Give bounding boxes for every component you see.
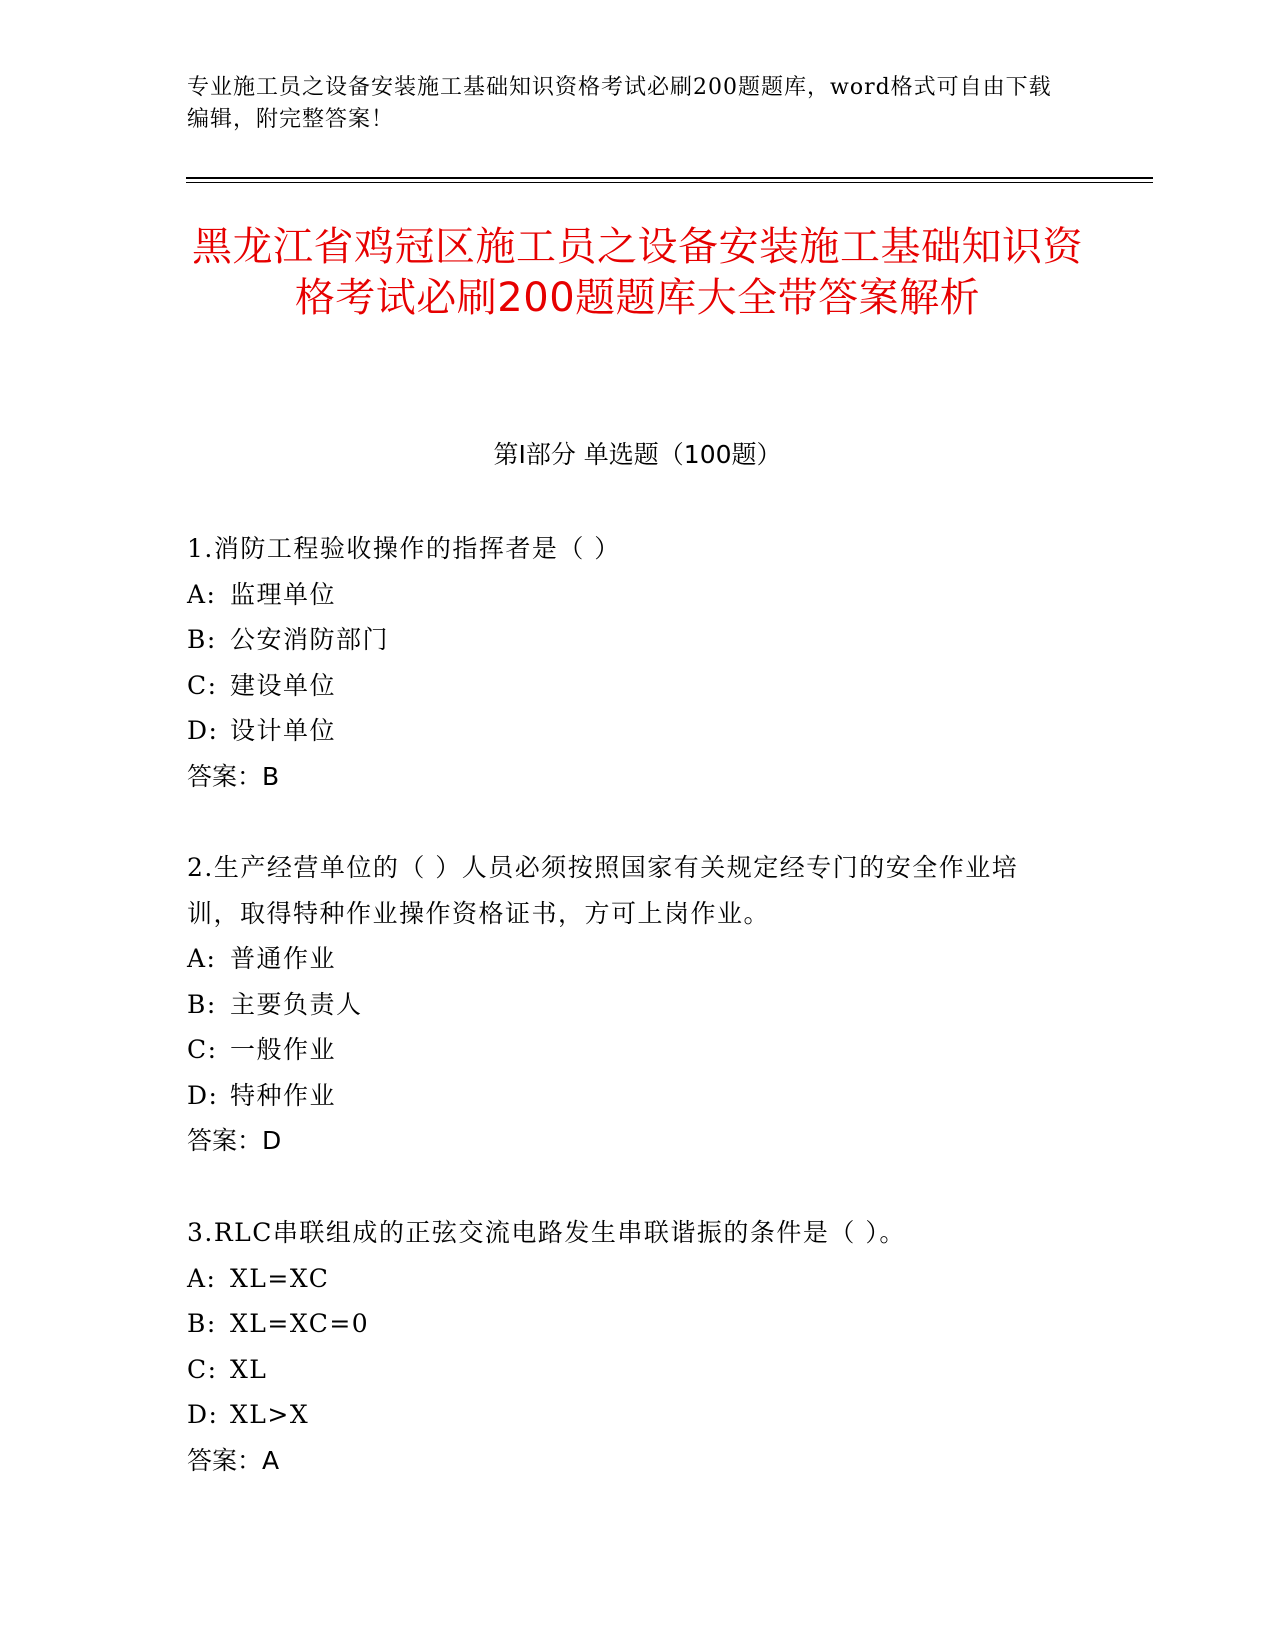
option-letter: D: [187,1400,219,1429]
option-b [187,617,1067,663]
answer-value: A [262,1445,280,1475]
option-a [187,1256,1067,1302]
answer-label: 答案： [187,761,263,791]
option-text: XL=XC [230,1263,330,1293]
option-text: 一般作业 [230,1035,337,1064]
answer-value: B [262,761,280,791]
option-c [187,663,1067,709]
option-b [187,982,1067,1028]
option-text: 特种作业 [230,1080,337,1110]
header-divider-thick [186,177,1153,179]
answer-label: 答案： [187,1445,263,1475]
option-letter: B: [187,989,217,1019]
answer-line [187,754,1067,800]
question-2 [187,845,1067,1164]
document-title: 黑龙江省鸡冠区施工员之设备安装施工基础知识资格考试必刷200题题库大全带答案解析 [192,224,1083,321]
option-letter: B: [187,625,217,654]
option-letter: A: [187,944,217,973]
option-c [187,1347,1067,1393]
header-divider-thin [186,182,1153,183]
option-c [187,1027,1067,1073]
option-text: 主要负责人 [230,989,363,1019]
option-text: 建设单位 [230,670,337,700]
question-1 [187,526,1067,799]
option-text: 公安消防部门 [230,625,390,654]
option-text: 设计单位 [230,716,337,745]
option-letter: A: [187,1263,217,1293]
option-letter: C: [187,1035,218,1064]
option-letter: C: [187,670,218,700]
question-stem: 2.生产经营单位的（ ）人员必须按照国家有关规定经专门的安全作业培训，取得特种作业操作资格证书，方可上岗作业。 [187,853,1019,928]
header-note: 专业施工员之设备安装施工基础知识资格考试必刷200题题库，word格式可自由下载编辑，附完整答案！ [187,75,1052,132]
option-a [187,572,1067,618]
option-letter: A: [187,579,217,609]
option-d [187,708,1067,754]
question-stem: 1.消防工程验收操作的指挥者是（ ） [187,534,621,563]
option-letter: B: [187,1309,217,1338]
option-letter: D: [187,716,219,745]
answer-line [187,1118,1067,1164]
option-b [187,1301,1067,1347]
answer-value: D [262,1126,282,1155]
option-text: XL [230,1354,268,1384]
option-text: XL>X [230,1400,310,1429]
option-text: 监理单位 [230,579,337,609]
option-letter: C: [187,1354,218,1384]
option-a [187,936,1067,982]
question-stem: 3.RLC串联组成的正弦交流电路发生串联谐振的条件是（ ）。 [187,1218,906,1247]
option-d [187,1073,1067,1119]
option-letter: D: [187,1080,219,1110]
option-d [187,1392,1067,1438]
question-3 [187,1210,1067,1483]
answer-line [187,1438,1067,1484]
section-title: 第I部分 单选题（100题） [493,440,782,469]
option-text: XL=XC=0 [230,1309,370,1338]
option-text: 普通作业 [230,944,337,973]
answer-label: 答案： [187,1126,263,1155]
